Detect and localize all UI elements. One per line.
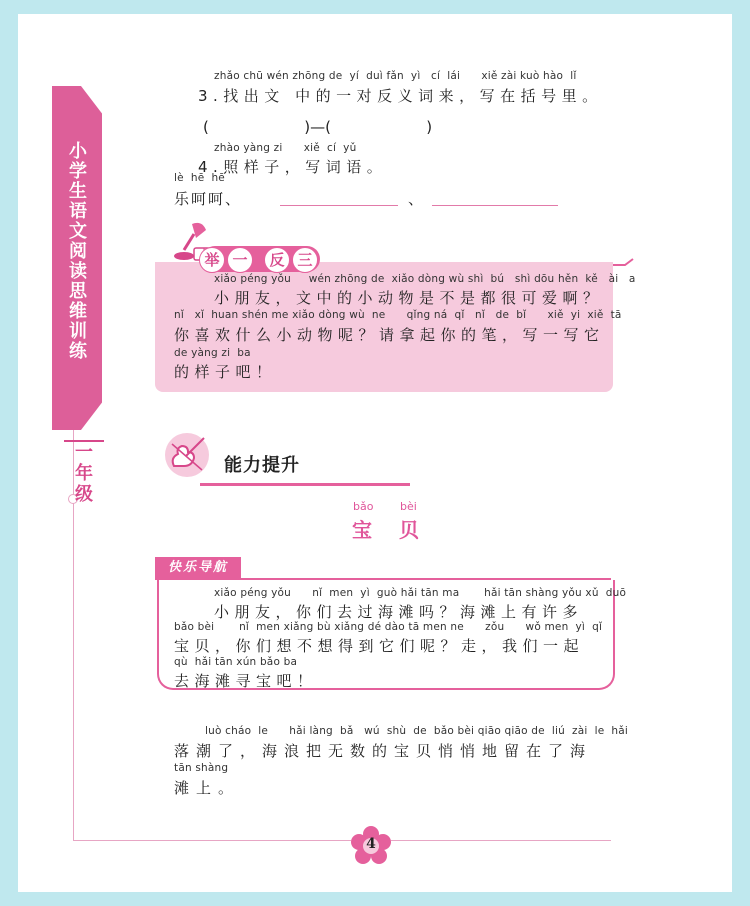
side-char: 文	[69, 221, 87, 242]
grade-char: 年	[75, 463, 93, 484]
violin-icon	[162, 430, 212, 480]
ability-underline	[200, 483, 410, 486]
extend-line-2-pinyin: nǐ xǐ huan shén me xiǎo dòng wù ne qǐng ná qǐ nǐ de bǐ xiě yi xiě tā	[174, 309, 622, 321]
story-title-pinyin: bǎo	[353, 500, 374, 513]
extend-line-3-pinyin: de yàng zi ba	[174, 347, 251, 359]
q3-pinyin: zhǎo chū wén zhōng de yí duì fǎn yì cí lái xiě zài kuò hào lǐ	[214, 70, 577, 82]
side-char: 思	[69, 281, 87, 302]
body-line-1-pinyin: luò cháo le hǎi làng bǎ wú shù de bǎo bèi qiāo qiāo de liú zài le hǎi	[205, 725, 629, 737]
nav-line-3-pinyin: qù hǎi tān xún bǎo ba	[174, 656, 298, 668]
extend-line-3-text: 的样子吧！	[174, 363, 277, 381]
q4-pinyin: zhào yàng zi xiě cí yǔ	[214, 142, 357, 154]
side-title	[60, 142, 96, 362]
q4-example-pinyin: lè hē hē	[174, 172, 225, 184]
frame-line-bottom-right	[391, 840, 611, 841]
extend-line-1-pinyin: xiǎo péng yǒu wén zhōng de xiǎo dòng wù shì bú shì dōu hěn kě ài a	[214, 273, 636, 285]
grade-label	[64, 440, 104, 505]
extend-badge-char: 反	[264, 247, 290, 273]
nav-line-2-pinyin: bǎo bèi nǐ men xiǎng bù xiǎng dé dào tā men ne zǒu wǒ men yì qǐ	[174, 621, 603, 633]
extend-line-2-text: 你喜欢什么小动物呢？请拿起你的笔，写一写它	[174, 326, 605, 344]
page-number: 4	[366, 836, 376, 852]
q4-text: 4.照样子，写词语。	[198, 158, 388, 176]
extend-badge-char: 一	[227, 247, 253, 273]
body-line-1-text: 落潮了，海浪把无数的宝贝悄悄地留在了海	[174, 742, 593, 760]
side-char: 生	[69, 181, 87, 202]
q3-brackets: ( )—( )	[203, 118, 433, 136]
story-title-char: 贝	[399, 518, 419, 542]
nav-line-1-text: 小朋友，你们去过海滩吗？海滩上有许多	[214, 603, 584, 621]
q4-blank-2[interactable]	[432, 205, 558, 206]
story-title-char: 宝	[352, 518, 372, 542]
side-char: 学	[69, 161, 87, 182]
q4-blank-1[interactable]	[280, 205, 398, 206]
body-line-2-pinyin: tān shàng	[174, 762, 229, 774]
q4-example-text: 乐呵呵、	[174, 190, 243, 208]
side-char: 小	[69, 141, 87, 162]
side-char: 练	[69, 341, 87, 362]
ability-title: 能力提升	[224, 455, 300, 476]
grade-char: 一	[64, 440, 104, 463]
side-char: 读	[69, 261, 87, 282]
q4-separator: 、	[408, 190, 424, 208]
side-char: 阅	[69, 241, 87, 262]
side-char: 训	[69, 321, 87, 342]
side-char: 维	[69, 301, 87, 322]
grade-char: 级	[75, 484, 93, 505]
body-line-2-text: 滩上。	[174, 779, 241, 797]
side-char: 语	[69, 201, 87, 222]
frame-line-bottom	[73, 840, 351, 841]
nav-tag: 快乐导航	[155, 557, 241, 579]
q3-text: 3.找出文 中的一对反义词来，写在括号里。	[198, 87, 603, 105]
extend-badge-char: 举	[199, 247, 225, 273]
extend-line-1-text: 小朋友，文中的小动物是不是都很可爱啊？	[214, 289, 604, 307]
nav-line-2-text: 宝贝，你们想不想得到它们呢？走，我们一起	[174, 637, 585, 655]
nav-line-1-pinyin: xiǎo péng yǒu nǐ men yì guò hǎi tān ma hǎi tān shàng yǒu xǔ duō	[214, 587, 627, 599]
story-title-pinyin: bèi	[400, 500, 417, 513]
extend-badge-char: 三	[292, 247, 318, 273]
nav-line-3-text: 去海滩寻宝吧！	[174, 672, 318, 690]
